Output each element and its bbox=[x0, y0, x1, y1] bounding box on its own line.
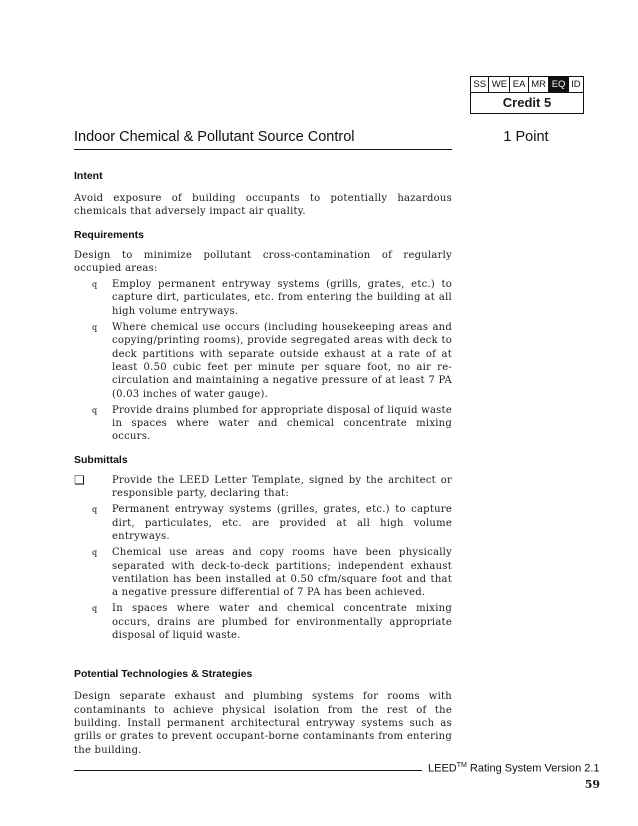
credit-points: 1 Point bbox=[503, 129, 549, 145]
title-divider bbox=[74, 149, 452, 150]
list-item bbox=[74, 546, 452, 599]
list-item bbox=[74, 278, 452, 318]
requirement-item: Where chemical use occurs (including housekeeping areas and copying/printing rooms), provide segregated areas with deck to deck partitions with separate outside exhaust at a rate of at least 0.50 cubic feet per minute per square foot, no air re-circulation and maintaining a negative pressure of at least 7 PA (0.03 inches of water gauge). bbox=[112, 322, 452, 400]
footer-text bbox=[428, 762, 600, 775]
credit-categories bbox=[471, 77, 583, 93]
main-content bbox=[74, 170, 452, 757]
category-ss: SS bbox=[471, 77, 489, 92]
list-item bbox=[74, 321, 452, 401]
page-title: Indoor Chemical & Pollutant Source Control bbox=[74, 129, 355, 145]
strategies-text: Design separate exhaust and plumbing systems for rooms with contaminants to achieve physical isolation from the rest of the building. Install permanent architectural entryway systems such as grills or grates to prevent occupant-borne contaminants from entering the building. bbox=[74, 691, 452, 756]
category-mr: MR bbox=[529, 77, 550, 92]
category-we: WE bbox=[489, 77, 510, 92]
bullet-icon: q bbox=[92, 604, 98, 614]
credit-box bbox=[470, 76, 584, 114]
intent-text: Avoid exposure of building occupants to potentially hazardous chemicals that adversely impact air quality. bbox=[74, 193, 452, 218]
trademark-mark: TM bbox=[456, 762, 467, 769]
credit-label: Credit 5 bbox=[502, 95, 552, 110]
page-number: 59 bbox=[584, 778, 600, 791]
footer-brand: LEED bbox=[428, 762, 457, 775]
bullet-icon: q bbox=[92, 505, 98, 515]
checkbox-icon: ❑ bbox=[74, 472, 85, 487]
strategies-heading: Potential Technologies & Strategies bbox=[74, 668, 253, 681]
submittals-heading: Submittals bbox=[74, 453, 128, 466]
list-item bbox=[74, 602, 452, 642]
requirements-text: Design to minimize pollutant cross-contamination of regularly occupied areas: bbox=[74, 249, 452, 274]
bullet-icon: q bbox=[92, 323, 98, 333]
submittal-item: In spaces where water and chemical concentrate mixing occurs, drains are plumbed for environmentally appropriate disposal of liquid waste. bbox=[112, 603, 452, 642]
category-eq: EQ bbox=[549, 77, 568, 92]
bullet-icon: q bbox=[92, 548, 98, 558]
category-id: ID bbox=[571, 79, 581, 90]
requirements-heading: Requirements bbox=[74, 228, 145, 241]
submittals-text: Provide the LEED Letter Template, signed by the architect or responsible party, declaring that: bbox=[112, 474, 452, 500]
footer-version: Rating System Version 2.1 bbox=[466, 762, 600, 775]
category-ea: EA bbox=[510, 77, 528, 92]
submittal-checklist-item bbox=[74, 474, 452, 501]
submittal-item: Permanent entryway systems (grilles, grates, etc.) to capture dirt, particulates, etc. are provided at all high volume entryways. bbox=[112, 504, 452, 542]
requirement-item: Provide drains plumbed for appropriate disposal of liquid waste in spaces where water and chemical concentrate mixing occurs. bbox=[112, 404, 452, 443]
bullet-icon: q bbox=[92, 280, 98, 290]
footer-divider bbox=[74, 770, 422, 771]
requirement-item: Employ permanent entryway systems (grills, grates, etc.) to capture dirt, particulates, etc. from entering the building at all high volume entryways. bbox=[112, 279, 452, 317]
list-item bbox=[74, 503, 452, 543]
intent-heading: Intent bbox=[74, 170, 103, 182]
bullet-icon: q bbox=[92, 405, 98, 415]
submittal-item: Chemical use areas and copy rooms have been physically separated with deck-to-deck partitions; independent exhaust ventilation has been installed at 0.50 cfm/square foot and that a negative pressure differential of 7 PA has been achieved. bbox=[112, 547, 452, 599]
list-item bbox=[74, 404, 452, 444]
